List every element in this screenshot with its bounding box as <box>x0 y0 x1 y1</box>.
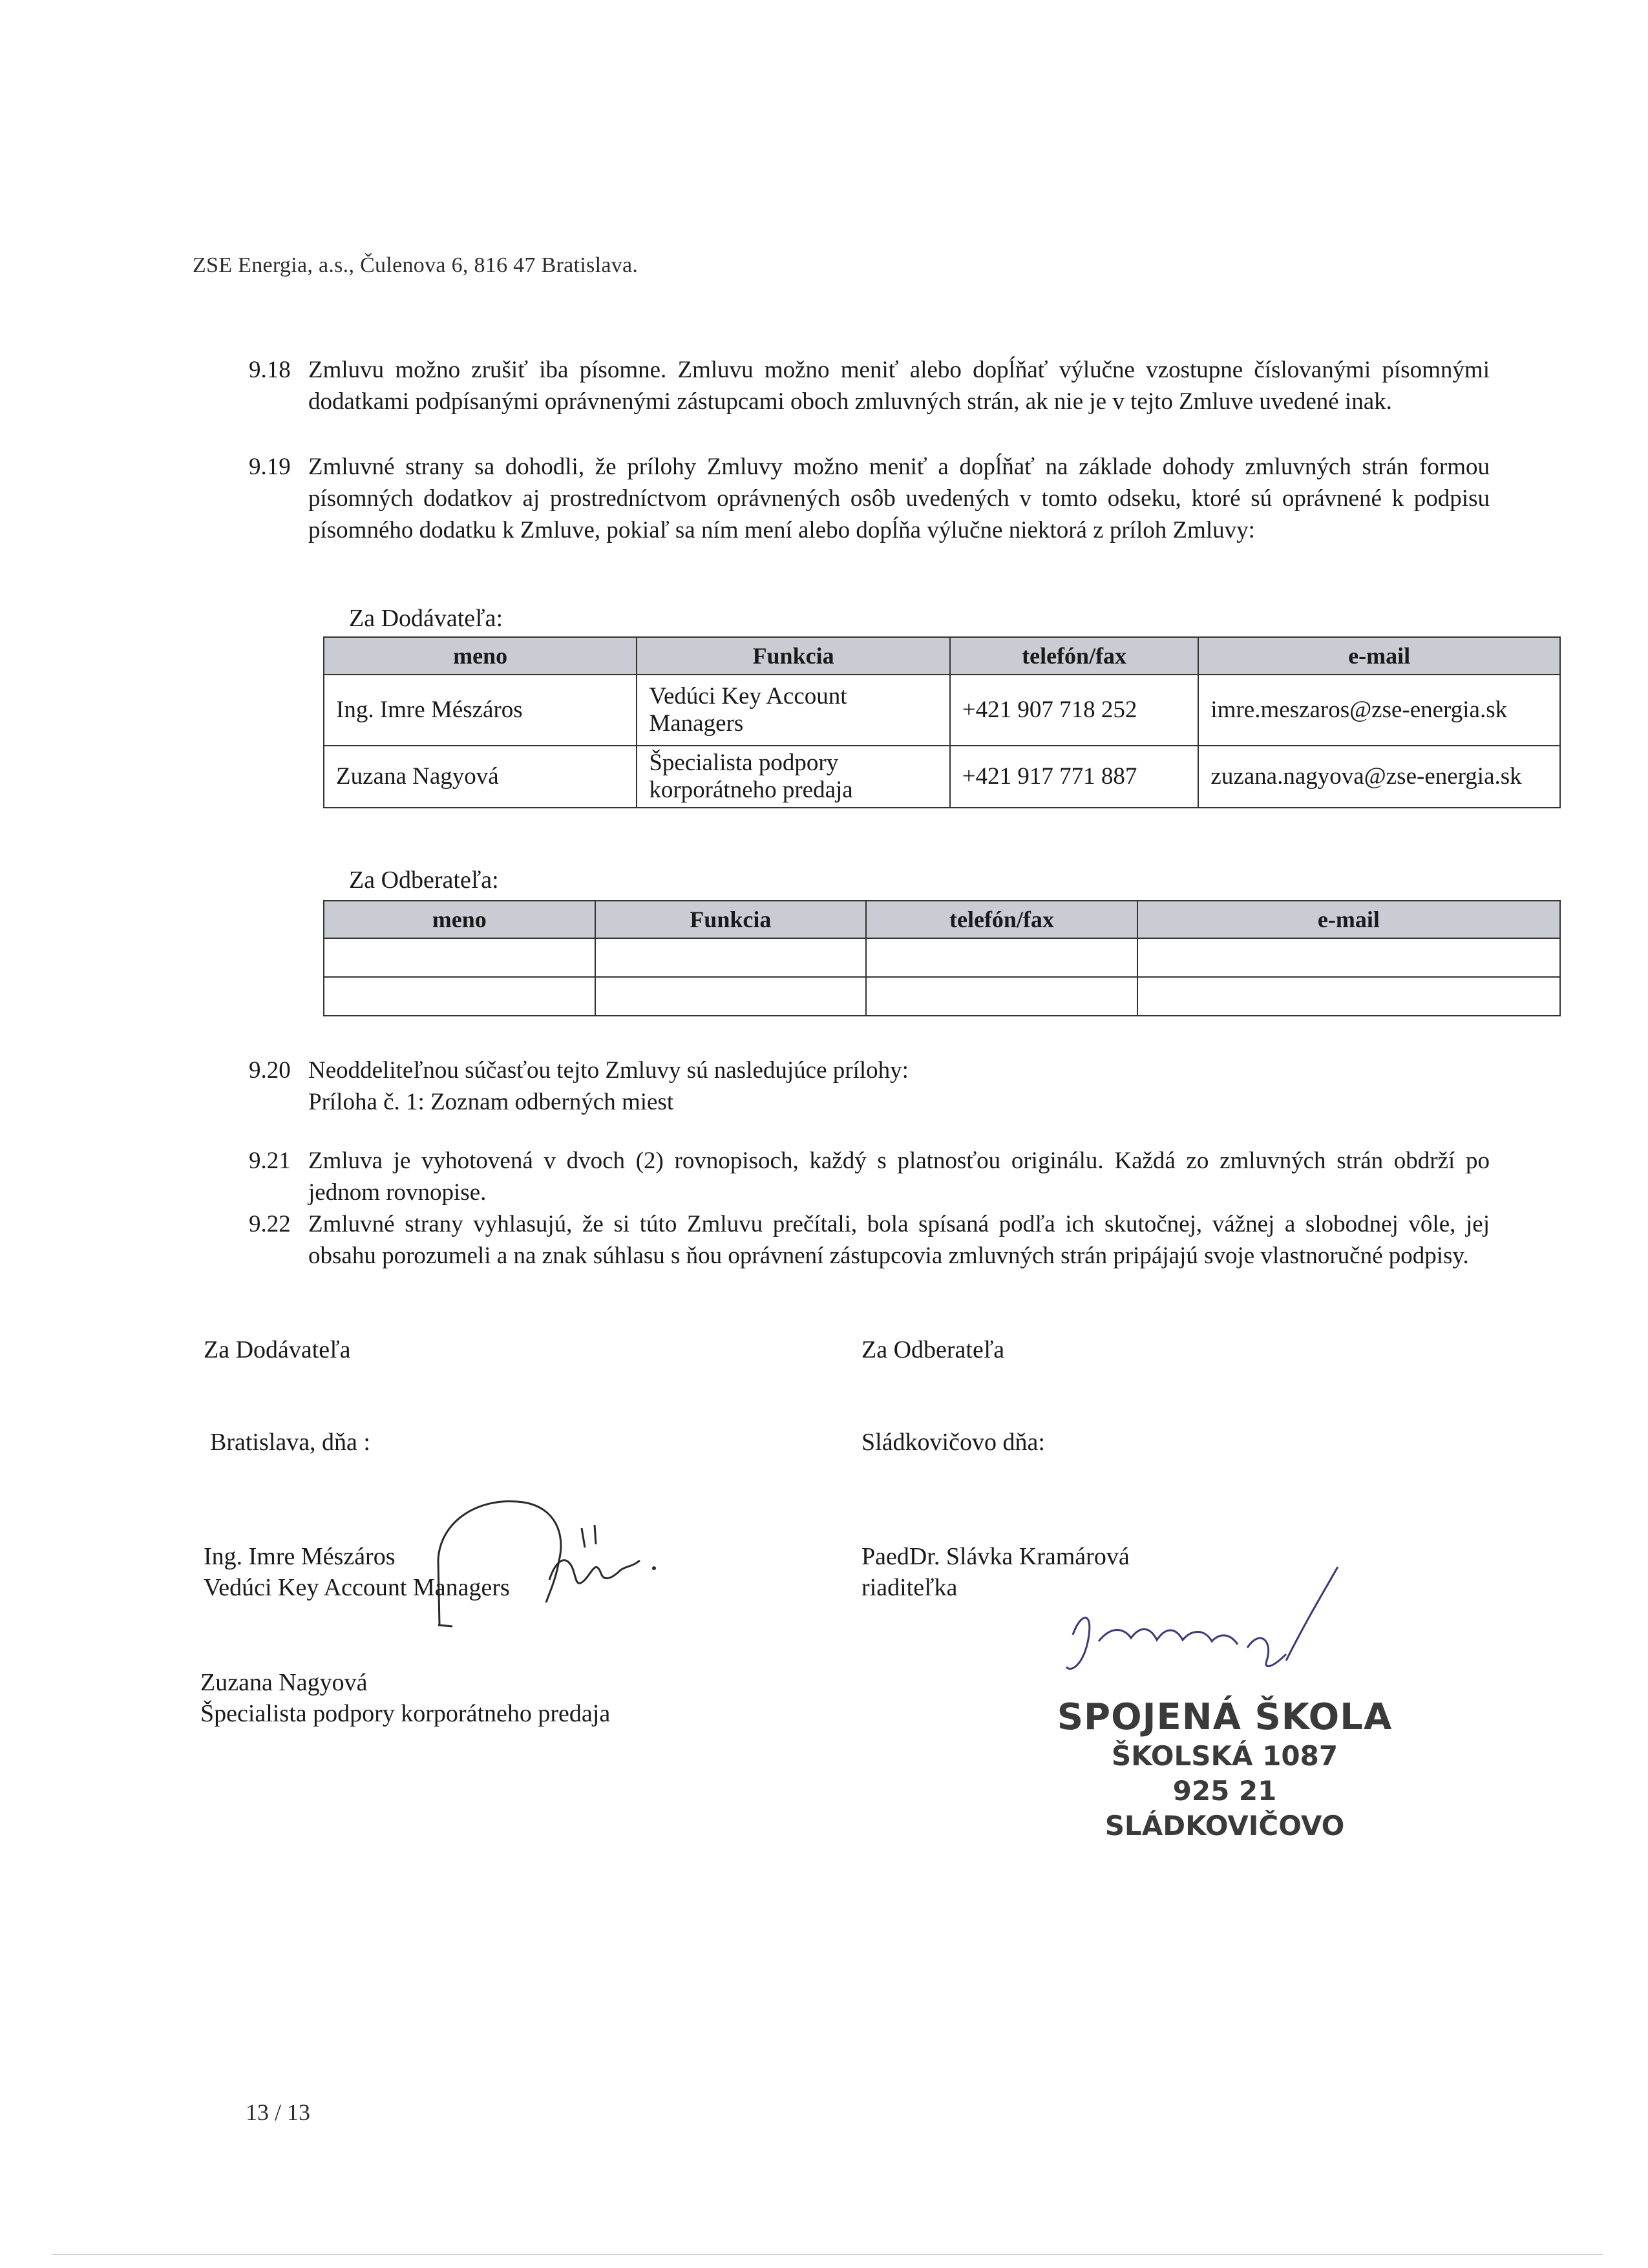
cell-function <box>595 977 867 1016</box>
column-header: e-mail <box>1198 637 1560 675</box>
clause-9-21 <box>249 1145 1490 1208</box>
customer-place-date: Sládkovičovo dňa: <box>861 1429 1045 1456</box>
clause-9-18 <box>249 354 1490 417</box>
signatory-name: Zuzana Nagyová <box>200 1669 368 1696</box>
cell-function: Špecialista podpory korporátneho predaja <box>637 746 949 808</box>
column-header: telefón/fax <box>950 637 1199 675</box>
clause-number: 9.21 <box>249 1148 291 1174</box>
cell-name <box>324 938 595 977</box>
scan-edge-divider <box>52 2254 1603 2255</box>
supplier-contacts-table <box>323 636 1561 808</box>
cell-email <box>1137 977 1560 1016</box>
cell-function: Vedúci Key Account Managers <box>637 675 949 746</box>
table-row <box>324 746 1560 808</box>
clause-annex: Príloha č. 1: Zoznam odberných miest <box>308 1089 674 1115</box>
supplier-signatory-2 <box>200 1667 614 1729</box>
customer-handwritten-signature <box>1053 1564 1377 1693</box>
clause-text: Zmluvné strany sa dohodli, že prílohy Zmluvy možno meniť a dopĺňať na základe dohody zmluvných strán formou písomných dodatkov aj prostredníctvom oprávnených osôb uvedených v tomto odseku, ktoré sú oprávnené k podpisu písomného dodatku k Zmluve, pokiaľ sa ním mení alebo dopĺňa výlučne niektorá z príloh Zmluvy: <box>308 454 1490 543</box>
stamp-line: 925 21 SLÁDKOVIČOVO <box>1104 1775 1345 1842</box>
school-stamp <box>1050 1696 1399 1843</box>
cell-name: Ing. Imre Mészáros <box>324 675 637 746</box>
clause-number: 9.19 <box>249 454 291 480</box>
customer-signature-heading: Za Odberateľa <box>861 1336 1005 1363</box>
stamp-line: ŠKOLSKÁ 1087 <box>1111 1740 1338 1772</box>
column-header: telefón/fax <box>866 901 1137 938</box>
company-header: ZSE Energia, a.s., Čulenova 6, 816 47 Bratislava. <box>193 253 639 277</box>
cell-phone <box>866 977 1137 1016</box>
supplier-table-label: Za Dodávateľa: <box>349 605 503 632</box>
supplier-signature-heading: Za Dodávateľa <box>204 1336 351 1363</box>
supplier-signatory-1 <box>204 1541 510 1603</box>
clause-text: Zmluvné strany vyhlasujú, že si túto Zmluvu prečítali, bola spísaná podľa ich skutočnej, vážnej a slobodnej vôle, jej obsahu porozumeli a na znak súhlasu s ňou oprávnení zástupcovia zmluvných strán pripájajú svoje vlastnoručné podpisy. <box>308 1211 1490 1269</box>
clause-text: Zmluvu možno zrušiť iba písomne. Zmluvu možno meniť alebo dopĺňať výlučne vzostupne číslovanými písomnými dodatkami podpísanými oprávnenými zástupcami oboch zmluvných strán, ak nie je v tejto Zmluve uvedené inak. <box>308 357 1490 415</box>
stamp-line: SPOJENÁ ŠKOLA <box>1057 1696 1393 1738</box>
customer-contacts-table <box>323 900 1561 1016</box>
cell-name: Zuzana Nagyová <box>324 746 637 808</box>
column-header: meno <box>324 901 595 938</box>
cell-name <box>324 977 595 1016</box>
cell-email <box>1137 938 1560 977</box>
clause-9-20 <box>249 1055 1490 1118</box>
signatory-name: Ing. Imre Mészáros <box>204 1543 396 1570</box>
table-header-row <box>324 637 1560 675</box>
cell-email: imre.meszaros@zse-energia.sk <box>1198 675 1560 746</box>
cell-email: zuzana.nagyova@zse-energia.sk <box>1198 746 1560 808</box>
signatory-name: PaedDr. Slávka Kramárová <box>861 1543 1130 1570</box>
clause-number: 9.18 <box>249 357 291 383</box>
clause-number: 9.22 <box>249 1211 291 1237</box>
signatory-title: riaditeľka <box>861 1574 958 1601</box>
page-number: 13 / 13 <box>246 2099 311 2125</box>
table-row <box>324 938 1560 977</box>
cell-function <box>595 938 867 977</box>
column-header: e-mail <box>1137 901 1560 938</box>
clause-text: Zmluva je vyhotovená v dvoch (2) rovnopisoch, každý s platnosťou originálu. Každá zo zmluvných strán obdrží po jednom rovnopise. <box>308 1148 1490 1206</box>
table-header-row <box>324 901 1560 938</box>
column-header: Funkcia <box>637 637 949 675</box>
cell-phone: +421 917 771 887 <box>950 746 1199 808</box>
signatory-title: Špecialista podpory korporátneho predaja <box>200 1700 611 1727</box>
column-header: meno <box>324 637 637 675</box>
clause-number: 9.20 <box>249 1057 291 1084</box>
supplier-place-date: Bratislava, dňa : <box>210 1429 370 1456</box>
clause-text: Neoddeliteľnou súčasťou tejto Zmluvy sú nasledujúce prílohy: <box>308 1057 909 1084</box>
signatory-title: Vedúci Key Account Managers <box>204 1574 510 1601</box>
table-row <box>324 977 1560 1016</box>
clause-9-19 <box>249 451 1490 546</box>
column-header: Funkcia <box>595 901 867 938</box>
cell-phone: +421 907 718 252 <box>950 675 1199 746</box>
cell-phone <box>866 938 1137 977</box>
customer-table-label: Za Odberateľa: <box>349 866 499 894</box>
clause-9-22 <box>249 1208 1490 1272</box>
table-row <box>324 675 1560 746</box>
